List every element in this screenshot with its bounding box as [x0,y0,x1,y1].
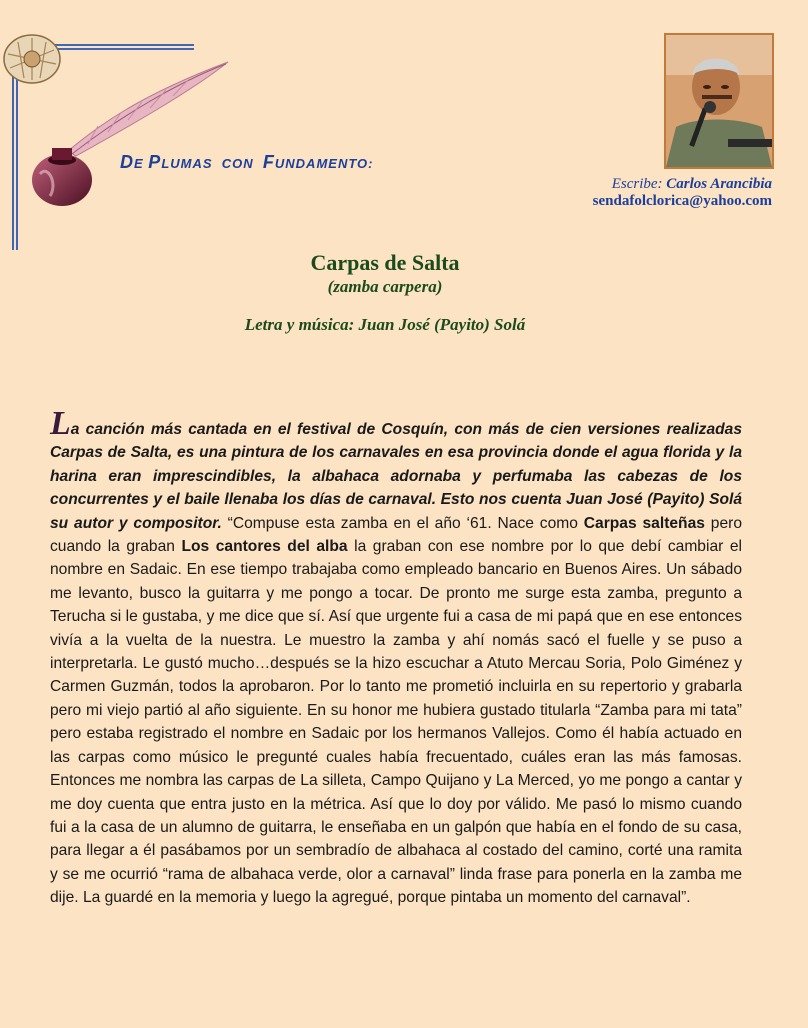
drop-cap: L [50,405,71,442]
body-bold-1: Carpas salteñas [583,514,705,532]
section-title-part-3: CON [221,156,263,171]
body-segment-1: “Compuse esta zamba en el año ‘61. Nace como [221,514,584,532]
author-photo [664,33,774,169]
section-title-part-1: DE [120,152,149,172]
byline-label: Escribe: [611,176,663,192]
article-body [50,405,743,910]
author-name: Carlos Arancibia [666,176,772,192]
section-title-part-4: FUNDAMENTO: [262,152,374,172]
section-title-part-2: PLUMAS [148,152,222,172]
body-segment-2: pero cuando la graban [50,514,743,556]
article-subtitle: (zamba carpera) [327,277,443,296]
article-title: Carpas de Salta [310,250,460,275]
byline [593,176,772,210]
section-title [120,152,373,173]
article-lead: a canción más cantada en el festival de Cosquín, con más de cien versiones realizadas Carpas de Salta, es una pintura de los carnavales en esa provincia donde el agua florida y la harina eran imprescindibles, la albahaca adornaba y perfumaba las cabezas de los concurrentes y el baile llenaba los días de carnaval. Esto nos cuenta Juan José (Payito) Solá su autor y compositor. [50,421,742,532]
body-segment-3: la graban con ese nombre por lo que debí cambiar el nombre en Sadaic. En ese tiempo trabajaba como empleado bancario en Buenos Aires. Un sábado me levanto, busco la guitarra y me pongo a tocar. De pronto me surge esta zamba, pregunto a Terucha si le gustaba, y me dice que sí. Así que urgente fui a casa de mi papá que en ese entonces vivía a la vuelta de la nuestra. Le muestro la zamba y ahí nomás sacó el fuelle y se puso a interpretarla. Le gustó mucho…después se la hizo escuchar a Atuto Mercau Soria, Polo Giménez y Carmen Guzmán, todos la aprobaron. Por lo tanto me prometió incluirla en su repertorio y grabarla pero mi viejo partió al año siguiente. En su honor me hubiera gustado titularla “Zamba para mi tata” pero estaba registrado el nombre en Sadaic por los hermanos Vallejos. Como él había actuado en las carpas como músico le pregunté cuales había frecuentado, cuáles eran las más famosas. Entonces me nombra las carpas de La silleta, Campo Quijano y La Merced, yo me pongo a cantar y me doy cuenta que entra justo en la métrica. Así que lo doy por válido. Me pasó lo mismo cuando fui a la casa de un alumno de guitarra, le enseñaba en un galpón que había en el fondo de su casa, para llegar a él pasábamos por un sembradío de albahaca al costado del camino, corté una ramita y se me ocurrió “rama de albahaca verde, olor a carnaval” linda frase para ponerla en la zamba me dije. La guardé en la memoria y luego la agregué, porque pintaba un momento del carnaval”. [50,538,742,907]
quill-inkwell-icon [28,56,238,214]
article-credits: Letra y música: Juan José (Payito) Solá [244,315,526,334]
body-bold-2: Los cantores del alba [181,538,348,556]
author-email[interactable]: sendafolclorica@yahoo.com [592,193,772,209]
